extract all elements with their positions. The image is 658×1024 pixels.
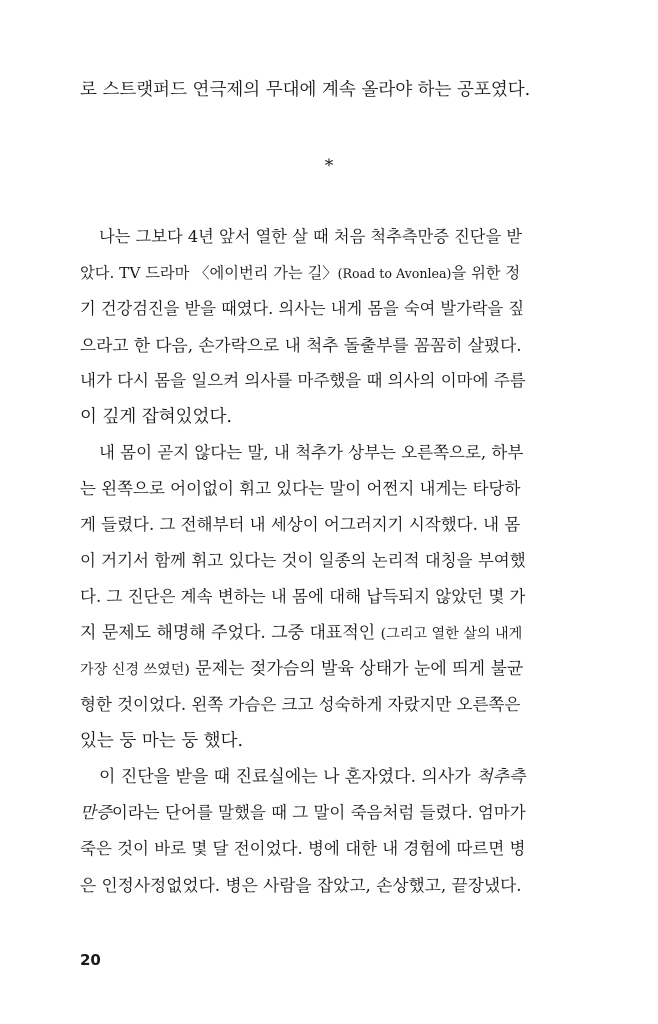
text-line-content: 형한 것이었다. 왼쪽 가슴은 크고 성숙하게 자랐지만 오른쪽은 [80, 695, 521, 714]
text-line-content: 은 인정사정없었다. 병은 사람을 잡았고, 손상했고, 끝장냈다. [80, 875, 522, 895]
text-line-content: 있는 둥 마는 둥 했다. [80, 731, 244, 751]
text-line-content: 이 진단을 받을 때 진료실에는 나 혼자였다. 의사가 [99, 767, 477, 787]
text-line-italic: 척추측 [476, 767, 526, 787]
text-line [80, 515, 526, 535]
text-line-content: 이라는 단어를 말했을 때 그 말이 죽음처럼 들렸다. 엄마가 [111, 803, 526, 822]
text-line-content: 죽은 것이 바로 몇 달 전이었다. 병에 대한 내 경험에 따르면 병 [80, 839, 526, 858]
text-line-content: 문제는 젖가슴의 발육 상태가 눈에 띄게 불균 [189, 659, 524, 679]
text-line-content: 을 위한 정 [451, 264, 521, 282]
text-line [80, 263, 526, 284]
text-line-content: 지 문제도 해명해 주었다. 그중 대표적인 [80, 623, 381, 643]
text-line-content: 내가 다시 몸을 일으켜 의사를 마주했을 때 의사의 이마에 주름 [80, 371, 526, 390]
text-line [80, 407, 658, 427]
page-number: 20 [80, 951, 101, 969]
text-line-small: (그리고 열한 살의 내게 [380, 626, 523, 642]
text-line-content: 는 왼쪽으로 어이없이 휘고 있다는 말이 어쩐지 내게는 타당하 [80, 479, 521, 498]
text-line [80, 479, 526, 499]
text-line-content: 내 몸이 곧지 않다는 말, 내 척추가 상부는 오른쪽으로, 하부 [99, 443, 524, 462]
text-line [99, 227, 526, 247]
text-line [80, 299, 526, 319]
text-line [80, 623, 526, 644]
text-line-content: 았다. TV 드라마 〈에이번리 가는 길〉 [80, 264, 338, 282]
text-line [80, 80, 580, 100]
text-line-italic: 만증 [80, 803, 112, 822]
section-separator: * [324, 156, 334, 176]
text-line-small: 가장 신경 쓰였던) [80, 662, 190, 678]
text-line-content: 로 스트랫퍼드 연극제의 무대에 계속 올라야 하는 공포였다. [80, 80, 531, 100]
text-line [80, 335, 526, 355]
text-line-content: 으라고 한 다음, 손가락으로 내 척추 돌출부를 꼼꼼히 살폈다. [80, 335, 522, 355]
text-line-content: 이 거기서 함께 휘고 있다는 것이 일종의 논리적 대칭을 부여했 [80, 551, 526, 570]
text-line [80, 803, 526, 823]
text-line-content: 기 건강검진을 받을 때였다. 의사는 내게 몸을 숙여 발가락을 짚 [80, 299, 525, 318]
text-line [80, 551, 526, 571]
text-line [80, 839, 526, 859]
text-line [99, 443, 526, 463]
text-line-small: (Road to Avonlea) [337, 266, 452, 281]
text-line-content: 다. 그 진단은 계속 변하는 내 몸에 대해 납득되지 않았던 몇 가 [80, 587, 526, 606]
text-line-content: 나는 그보다 4년 앞서 열한 살 때 처음 척추측만증 진단을 받 [99, 227, 523, 246]
text-line [80, 371, 526, 391]
text-line-content: 게 들렸다. 그 전해부터 내 세상이 어그러지기 시작했다. 내 몸 [80, 515, 521, 534]
text-line [99, 767, 526, 787]
text-line [80, 659, 526, 680]
text-line [80, 875, 526, 895]
text-line-content: 이 깊게 잡혀있었다. [80, 407, 232, 427]
text-line [80, 731, 658, 751]
text-line [80, 695, 526, 715]
text-line [80, 587, 526, 607]
